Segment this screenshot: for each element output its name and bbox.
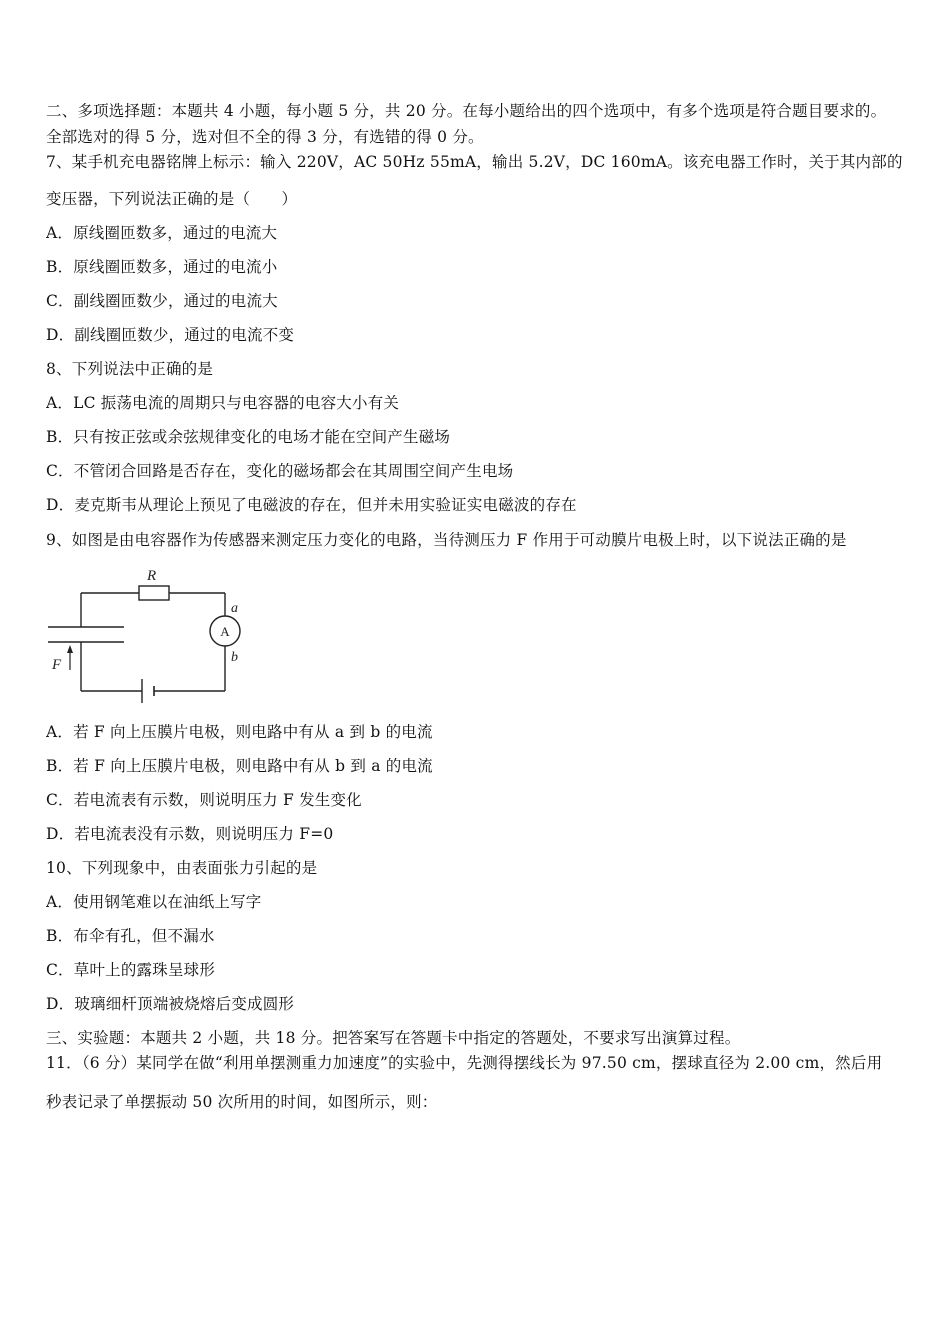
- label-r: R: [147, 568, 157, 584]
- q11-stem: 11．（6 分）某同学在做“利用单摆测重力加速度”的实验中，先测得摆线长为 97.50 cm，摆球直径为 2.00 cm，然后用: [46, 1054, 883, 1072]
- q7-option-c: C．副线圈匝数少，通过的电流大: [46, 292, 278, 310]
- q10-option-a: A．使用钢笔难以在油纸上写字: [46, 893, 262, 911]
- q9-circuit-figure: [46, 562, 256, 708]
- q8-option-b: B．只有按正弦或余弦规律变化的电场才能在空间产生磁场: [46, 428, 451, 446]
- q8-option-c: C．不管闭合回路是否存在，变化的磁场都会在其周围空间产生电场: [46, 462, 514, 480]
- label-f: F: [52, 657, 62, 673]
- q7-option-d: D．副线圈匝数少，通过的电流不变: [46, 326, 295, 344]
- label-a: a: [231, 601, 238, 616]
- force-arrow-head: [67, 645, 73, 653]
- q9-option-b: B．若 F 向上压膜片电极，则电路中有从 b 到 a 的电流: [46, 757, 433, 775]
- section3-heading: 三、实验题：本题共 2 小题，共 18 分。把答案写在答题卡中指定的答题处，不要求写出演算过程。: [46, 1029, 741, 1047]
- q8-option-d: D．麦克斯韦从理论上预见了电磁波的存在，但并未用实验证实电磁波的存在: [46, 496, 577, 514]
- q10-option-c: C．草叶上的露珠呈球形: [46, 961, 216, 979]
- q10-stem: 10、下列现象中，由表面张力引起的是: [46, 859, 318, 877]
- q7-option-a: A．原线圈匝数多，通过的电流大: [46, 224, 278, 242]
- q7-stem: 7、某手机充电器铭牌上标示：输入 220V，AC 50Hz 55mA，输出 5.2V，DC 160mA。该充电器工作时，关于其内部的: [46, 153, 903, 171]
- q10-option-d: D．玻璃细杆顶端被烧熔后变成圆形: [46, 995, 295, 1013]
- circuit-diagram: [46, 562, 256, 708]
- section2-heading: 二、多项选择题：本题共 4 小题，每小题 5 分，共 20 分。在每小题给出的四个选项中，有多个选项是符合题目要求的。: [46, 102, 887, 120]
- label-b: b: [231, 650, 238, 665]
- q7-stem-cont: 变压器，下列说法正确的是（ ）: [46, 190, 298, 208]
- q9-stem: 9、如图是由电容器作为传感器来测定压力变化的电路，当待测压力 F 作用于可动膜片电极上时，以下说法正确的是: [46, 531, 847, 549]
- q10-option-b: B．布伞有孔，但不漏水: [46, 927, 215, 945]
- q8-stem: 8、下列说法中正确的是: [46, 360, 214, 378]
- section2-heading-cont: 全部选对的得 5 分，选对但不全的得 3 分，有选错的得 0 分。: [46, 128, 484, 146]
- q9-option-c: C．若电流表有示数，则说明压力 F 发生变化: [46, 791, 362, 809]
- q7-option-b: B．原线圈匝数多，通过的电流小: [46, 258, 278, 276]
- q9-option-a: A．若 F 向上压膜片电极，则电路中有从 a 到 b 的电流: [46, 723, 433, 741]
- q11-stem-cont: 秒表记录了单摆振动 50 次所用的时间，如图所示，则：: [46, 1093, 438, 1111]
- resistor-symbol: [139, 586, 169, 600]
- q8-option-a: A．LC 振荡电流的周期只与电容器的电容大小有关: [46, 394, 400, 412]
- q9-option-d: D．若电流表没有示数，则说明压力 F=0: [46, 825, 334, 843]
- ammeter-label: A: [220, 624, 230, 639]
